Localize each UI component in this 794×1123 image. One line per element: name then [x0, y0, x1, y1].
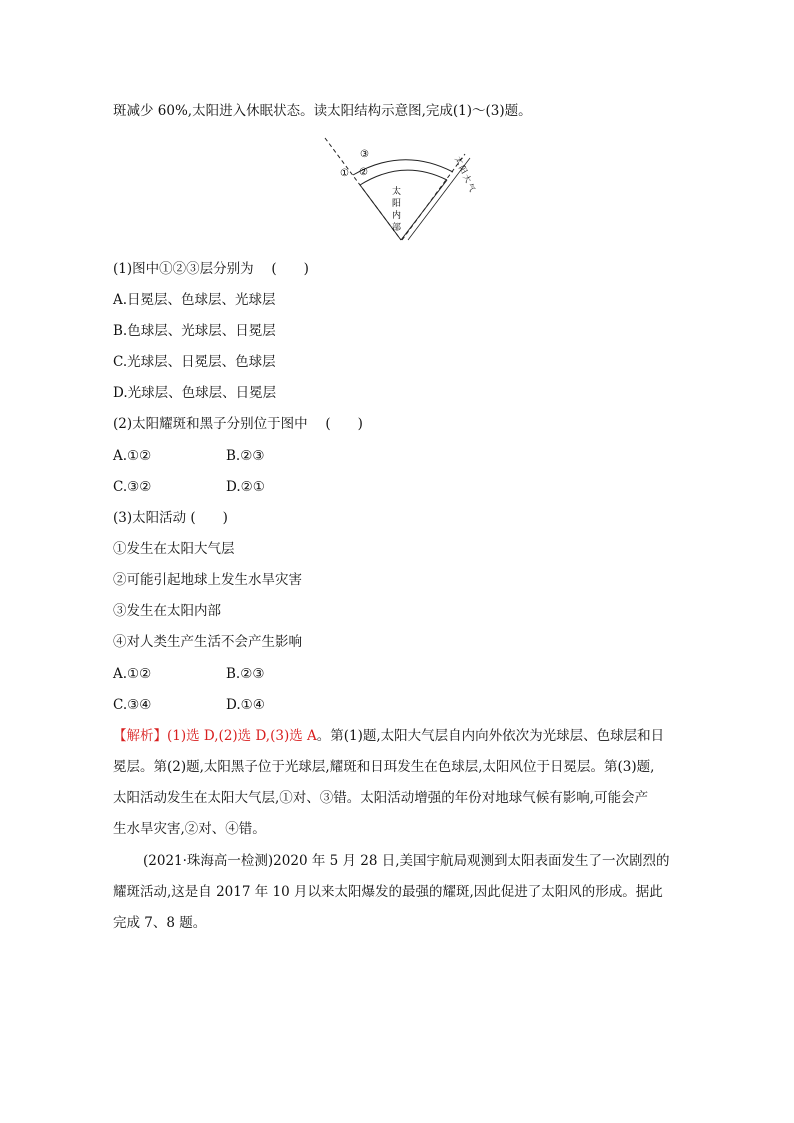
- interior-char-4: 部: [392, 223, 402, 233]
- passage-line-2: 耀斑活动,这是自 2017 年 10 月以来太阳爆发的最强的耀斑,因此促进了太阳风的形成。据此: [113, 884, 663, 900]
- label-2: ②: [359, 167, 368, 178]
- interior-char-3: 内: [392, 211, 402, 221]
- chromosphere-arc: [353, 160, 453, 175]
- q1-option-b: B.色球层、光球层、日冕层: [113, 323, 276, 339]
- q1-option-c: C.光球层、日冕层、色球层: [113, 354, 276, 370]
- analysis-line-4: 生水旱灾害,②对、④错。: [113, 821, 266, 837]
- analysis-line-3: 太阳活动发生在太阳大气层,①对、③错。太阳活动增强的年份对地球气候有影响,可能会产: [113, 790, 649, 806]
- q2-option-b: B.②③: [226, 448, 265, 464]
- analysis-tag: 【解析】: [113, 728, 167, 744]
- q2-stem: (2)太阳耀斑和黑子分别位于图中 ( ): [113, 416, 363, 432]
- q3-item-3: ③发生在太阳内部: [113, 603, 221, 619]
- q3-item-2: ②可能引起地球上发生水旱灾害: [113, 572, 302, 588]
- passage-line-1: (2021·珠海高一检测)2020 年 5 月 28 日,美国宇航局观测到太阳表面发生了一次剧烈的: [143, 853, 670, 869]
- atmosphere-char-1: 太: [453, 154, 465, 167]
- q2-option-c: C.③②: [113, 479, 152, 495]
- analysis-answers: (1)选 D,(2)选 D,(3)选 A: [167, 728, 317, 744]
- q3-option-c: C.③④: [113, 697, 152, 713]
- q3-stem: (3)太阳活动 ( ): [113, 510, 228, 526]
- q3-option-d: D.①④: [226, 697, 265, 713]
- atmosphere-char-2: 阳: [457, 163, 469, 176]
- q1-option-d: D.光球层、色球层、日冕层: [113, 385, 277, 401]
- passage-line-3: 完成 7、8 题。: [113, 915, 207, 931]
- q3-item-1: ①发生在太阳大气层: [113, 541, 235, 557]
- interior-char-2: 阳: [392, 199, 402, 209]
- atmosphere-char-3: 大: [461, 172, 473, 185]
- q3-item-4: ④对人类生产生活不会产生影响: [113, 634, 302, 650]
- sun-structure-figure: [318, 136, 478, 248]
- analysis-line-1-text: 。第(1)题,太阳大气层自内向外依次为光球层、色球层和日: [316, 728, 665, 744]
- analysis-line-1: [113, 726, 664, 746]
- photosphere-arc: [360, 170, 447, 185]
- analysis-line-2: 冕层。第(2)题,太阳黑子位于光球层,耀斑和日珥发生在色球层,太阳风位于日冕层。第(3)题,: [113, 759, 655, 775]
- interior-char-1: 太: [392, 187, 402, 197]
- q2-option-d: D.②①: [226, 479, 265, 495]
- label-1: ①: [340, 168, 349, 179]
- atmosphere-char-4: 气: [465, 181, 477, 194]
- label-3: ③: [360, 149, 369, 160]
- q1-stem: (1)图中①②③层分别为 ( ): [113, 261, 309, 277]
- q3-option-b: B.②③: [226, 666, 265, 682]
- q3-option-a: A.①②: [113, 666, 152, 682]
- q1-option-a: A.日冕层、色球层、光球层: [113, 292, 276, 308]
- q2-option-a: A.①②: [113, 448, 152, 464]
- intro-text: 斑减少 60%,太阳进入休眠状态。读太阳结构示意图,完成(1)～(3)题。: [113, 103, 532, 119]
